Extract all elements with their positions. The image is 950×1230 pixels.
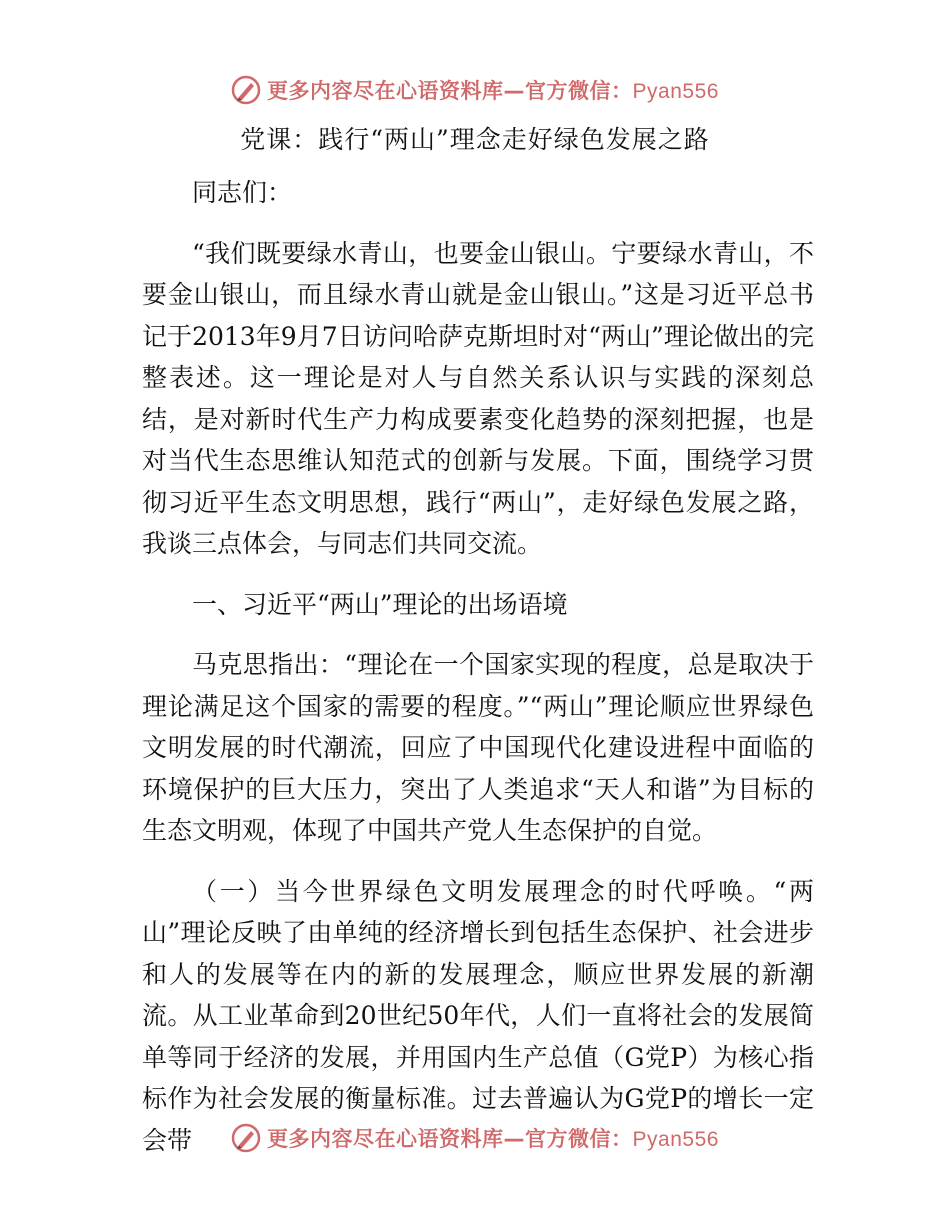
watermark-banner-bottom [0,1120,950,1156]
paragraph-3: （一）当今世界绿色文明发展理念的时代呼唤。“两山”理论反映了由单纯的经济增长到包括生态保护、社会进步和人的发展等在内的新的发展理念，顺应世界发展的新潮流。从工业革命到20世纪50年代，人们一直将社会的发展简单等同于经济的发展，并用国内生产总值（G党P）为核心指标作为社会发展的衡量标准。过去普遍认为G党P的增长一定会带 [142,876,814,1155]
watermark-banner-top [0,72,950,108]
pen-logo-icon [231,75,261,105]
pen-logo-icon [231,1123,261,1153]
paragraph-1: “我们既要绿水青山，也要金山银山。宁要绿水青山，不要金山银山，而且绿水青山就是金山银山。”这是习近平总书记于2013年9月7日访问哈萨克斯坦时对“两山”理论做出的完整表述。这一理论是对人与自然关系认识与实践的深刻总结，是对新时代生产力构成要素变化趋势的深刻把握，也是对当代生态思维认知范式的创新与发展。下面，围绕学习贯彻习近平生态文明思想，践行“两山”，走好绿色发展之路，我谈三点体会，与同志们共同交流。 [142,238,814,558]
paragraph-2: 马克思指出：“理论在一个国家实现的程度，总是取决于理论满足这个国家的需要的程度。”“两山”理论顺应世界绿色文明发展的时代潮流，回应了中国现代化建设进程中面临的环境保护的巨大压力，突出了人类追求“天人和谐”为目标的生态文明观，体现了中国共产党人生态保护的自觉。 [142,650,814,845]
watermark-text: 更多内容尽在心语资料库—官方微信：Pyan556 [267,79,719,103]
wechat-id: Pyan556 [632,1128,719,1151]
section-heading-1: 一、习近平“两山”理论的出场语境 [192,589,568,619]
watermark-text: 更多内容尽在心语资料库—官方微信：Pyan556 [267,1127,719,1151]
document-title: 党课：践行“两山”理念走好绿色发展之路 [240,125,710,154]
document-body [142,172,814,1180]
wechat-id: Pyan556 [632,80,719,103]
salutation: 同志们： [192,178,293,207]
